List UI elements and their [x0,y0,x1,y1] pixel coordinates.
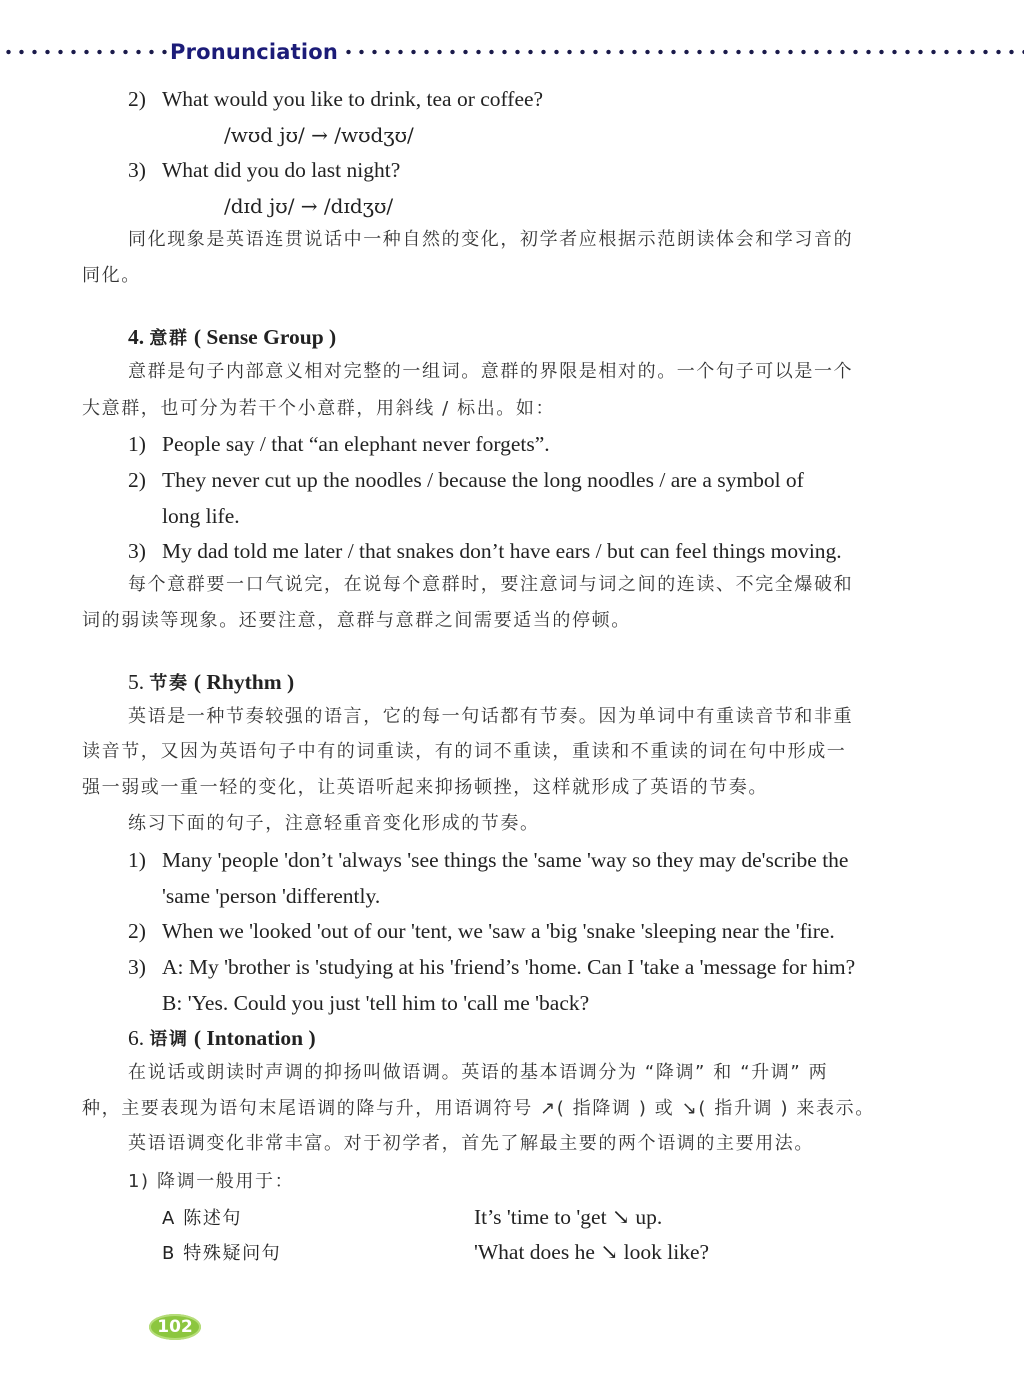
paragraph: 练习下面的句子，注意轻重音变化形成的节奏。 [128,813,540,834]
list-item-continuation: long life. [162,504,240,528]
page-number-badge: 102 [149,1314,201,1340]
paragraph: 词的弱读等现象。还要注意，意群与意群之间需要适当的停顿。 [82,610,631,631]
list-item: 3) My dad told me later / that snakes don’t have ears / but can feel things moving. [128,539,842,563]
paragraph: 读音节，又因为英语句子中有的词重读，有的词不重读，重读和不重读的词在句中形成一 [82,741,847,762]
header-title: Pronunciation [170,40,339,64]
list-item: 3) A: My 'brother is 'studying at his 'friend’s 'home. Can I 'take a 'message for him? [128,955,856,979]
list-item-continuation: 'same 'person 'differently. [162,884,381,908]
list-item: 2) What would you like to drink, tea or coffee? [128,87,544,111]
sentence-type: A 陈述句 [162,1208,243,1229]
paragraph: 同化。 [82,265,141,286]
section-heading-rhythm: 5. 节奏 ( Rhythm ) [128,670,295,694]
example-row [162,1204,242,1232]
paragraph: 大意群，也可分为若干个小意群，用斜线 / 标出。如： [82,398,556,419]
list-item: 1) People say / that “an elephant never forgets”. [128,432,550,456]
running-header [0,36,1024,68]
paragraph: 种，主要表现为语句末尾语调的降与升，用语调符号 ↗( 指降调 ) 或 ↘( 指升调 ) 来表示。 [82,1098,875,1119]
sentence-type: B 特殊疑问句 [162,1243,282,1264]
example-row [162,1239,281,1267]
paragraph: 强一弱或一重一轻的变化，让英语听起来抑扬顿挫，这样就形成了英语的节奏。 [82,777,768,798]
dotted-rule-right [342,49,1024,55]
list-item: 3) What did you do last night? [128,158,401,182]
list-item: 1) Many 'people 'don’t 'always 'see things the 'same 'way so they may de'scribe the [128,848,849,872]
paragraph: 英语是一种节奏较强的语言，它的每一句话都有节奏。因为单词中有重读音节和非重 [128,706,854,727]
dotted-rule-left [2,49,168,55]
phonetic-transcription: /wʊd jʊ/ → /wʊdʒʊ/ [224,123,414,147]
paragraph: 在说话或朗读时声调的抑扬叫做语调。英语的基本语调分为 “降调” 和 “升调” 两 [128,1062,829,1083]
example-sentence: 'What does he ↘ look like? [474,1240,710,1264]
list-item: 2) When we 'looked 'out of our 'tent, we 'saw a 'big 'snake 'sleeping near the 'fire. [128,919,835,943]
example-sentence: It’s 'time to 'get ↘ up. [474,1205,663,1229]
paragraph: 同化现象是英语连贯说话中一种自然的变化，初学者应根据示范朗读体会和学习音的 [128,229,854,250]
list-item: 2) They never cut up the noodles / because the long noodles / are a symbol of [128,468,804,492]
paragraph: 意群是句子内部意义相对完整的一组词。意群的界限是相对的。一个句子可以是一个 [128,361,854,382]
section-heading-intonation: 6. 语调 ( Intonation ) [128,1026,316,1050]
section-heading-sense-group: 4. 意群 ( Sense Group ) [128,325,337,349]
phonetic-transcription: /dɪd jʊ/ → /dɪdʒʊ/ [224,194,394,218]
subsection-label: 1) 降调一般用于： [128,1171,295,1192]
list-item-continuation: B: 'Yes. Could you just 'tell him to 'call me 'back? [162,991,590,1015]
paragraph: 英语语调变化非常丰富。对于初学者，首先了解最主要的两个语调的主要用法。 [128,1133,814,1154]
paragraph: 每个意群要一口气说完，在说每个意群时，要注意词与词之间的连读、不完全爆破和 [128,574,854,595]
